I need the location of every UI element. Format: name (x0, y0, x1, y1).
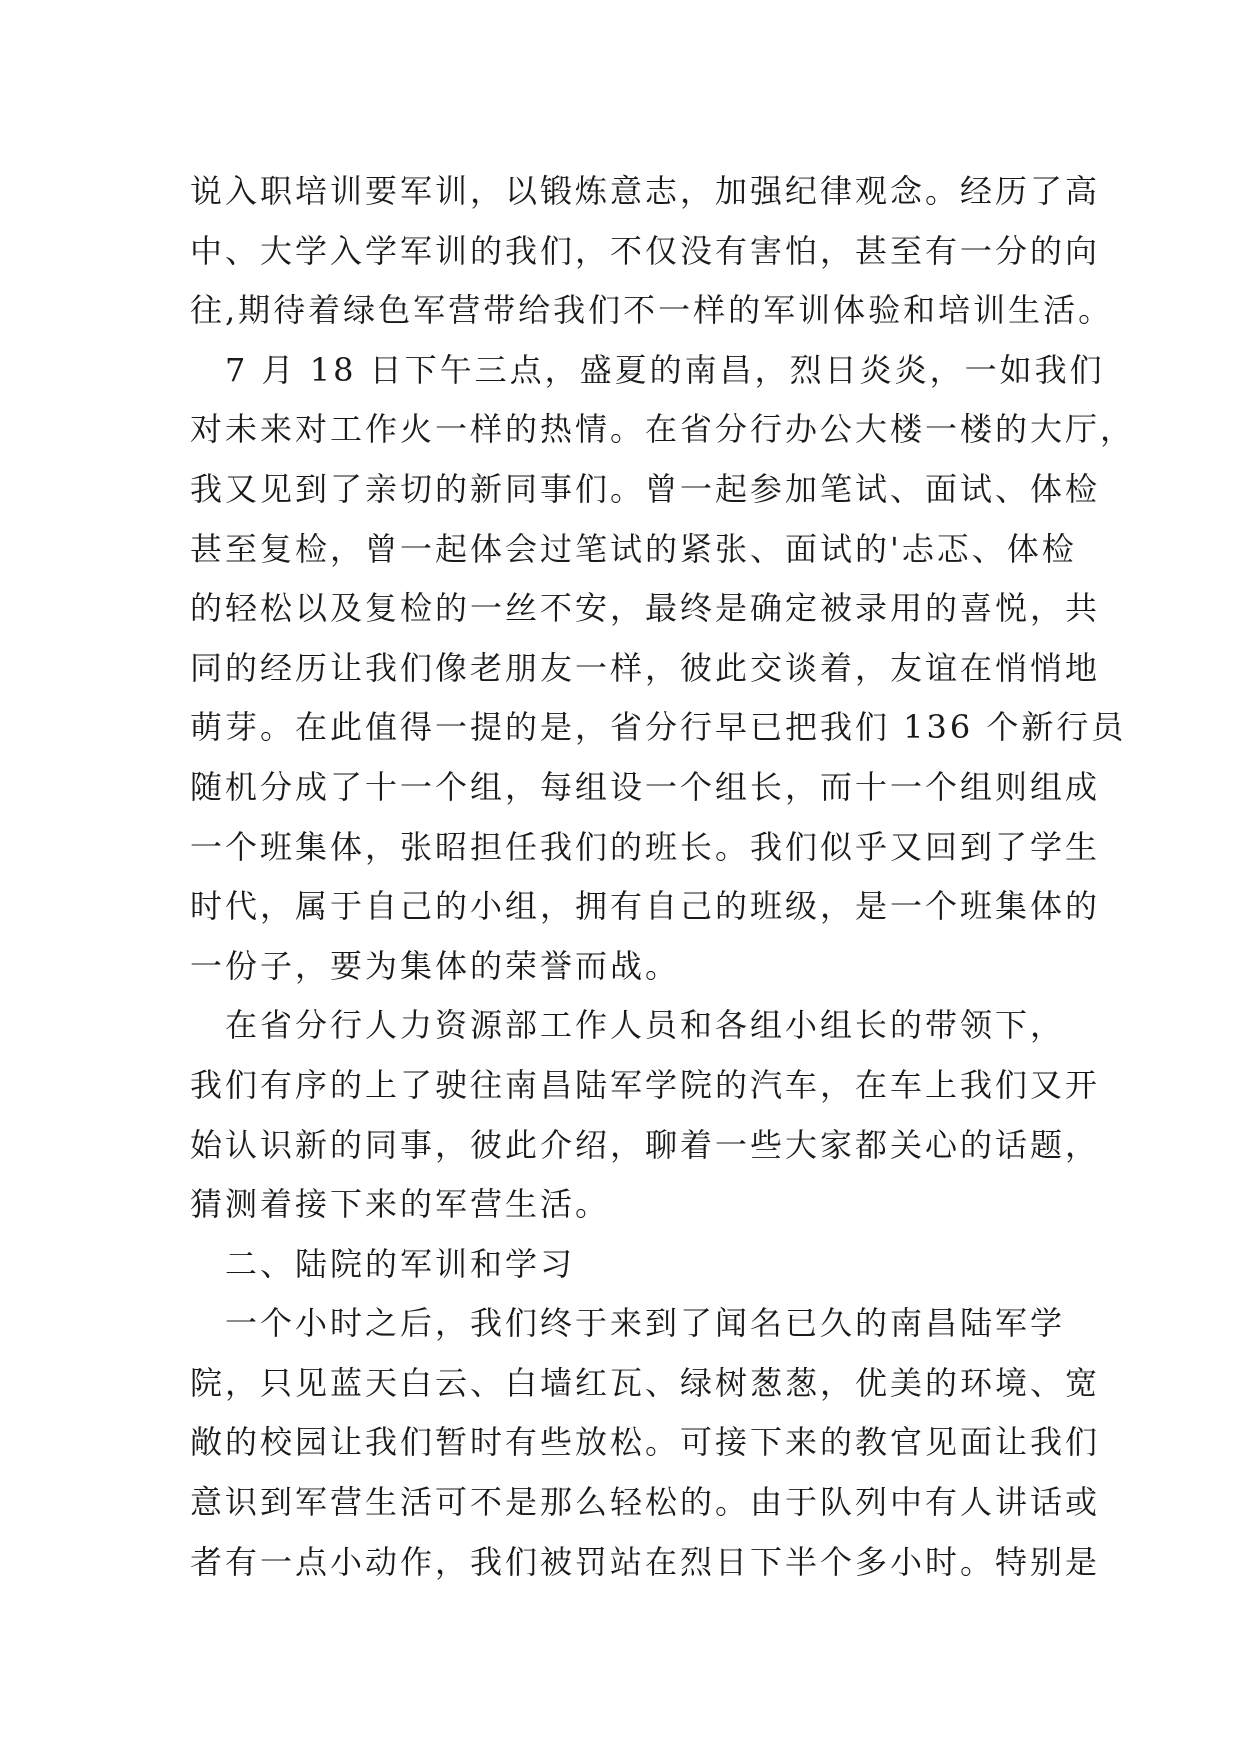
text-line: 随机分成了十一个组，每组设一个组长，而十一个组则组成 (190, 767, 1101, 806)
section-heading: 二、陆院的军训和学习 (190, 1244, 576, 1283)
text-line: 一个班集体，张昭担任我们的班长。我们似乎又回到了学生 (190, 827, 1101, 866)
text-line: 萌芽。在此值得一提的是，省分行早已把我们 136 个新行员 (190, 708, 1127, 747)
text-line: 的轻松以及复检的一丝不安，最终是确定被录用的喜悦，共 (190, 589, 1101, 628)
text-line: 者有一点小动作，我们被罚站在烈日下半个多小时。特别是 (190, 1542, 1101, 1581)
text-line: 猜测着接下来的军营生活。 (190, 1185, 611, 1224)
text-line: 敞的校园让我们暂时有些放松。可接下来的教官见面让我们 (190, 1423, 1101, 1462)
text-line: 往,期待着绿色军营带给我们不一样的军训体验和培训生活。 (190, 291, 1114, 330)
body-text (190, 162, 1136, 1592)
text-line: 始认识新的同事，彼此介绍，聊着一些大家都关心的话题， (190, 1125, 1101, 1164)
text-line: 说入职培训要军训，以锻炼意志，加强纪律观念。经历了高 (190, 172, 1101, 210)
text-line: 时代，属于自己的小组，拥有自己的班级，是一个班集体的 (190, 887, 1101, 926)
text-line: 我们有序的上了驶往南昌陆军学院的汽车，在车上我们又开 (190, 1065, 1101, 1104)
text-line: 对未来对工作火一样的热情。在省分行办公大楼一楼的大厅， (190, 410, 1136, 449)
text-line: 院，只见蓝天白云、白墙红瓦、绿树葱葱，优美的环境、宽 (190, 1363, 1101, 1402)
text-line: 我又见到了亲切的新同事们。曾一起参加笔试、面试、体检 (190, 469, 1101, 508)
text-line: 在省分行人力资源部工作人员和各组小组长的带领下， (190, 1006, 1066, 1045)
text-line: 同的经历让我们像老朋友一样，彼此交谈着，友谊在悄悄地 (190, 648, 1101, 687)
text-line: 7 月 18 日下午三点，盛夏的南昌，烈日炎炎，一如我们 (190, 350, 1105, 389)
text-line: 一个小时之后，我们终于来到了闻名已久的南昌陆军学 (190, 1304, 1066, 1343)
text-line: 甚至复检，曾一起体会过笔试的紧张、面试的'忐忑、体检 (190, 529, 1077, 568)
text-line: 一份子，要为集体的荣誉而战。 (190, 946, 681, 985)
text-line: 中、大学入学军训的我们，不仅没有害怕，甚至有一分的向 (190, 231, 1101, 270)
text-line: 意识到军营生活可不是那么轻松的。由于队列中有人讲话或 (190, 1483, 1101, 1522)
